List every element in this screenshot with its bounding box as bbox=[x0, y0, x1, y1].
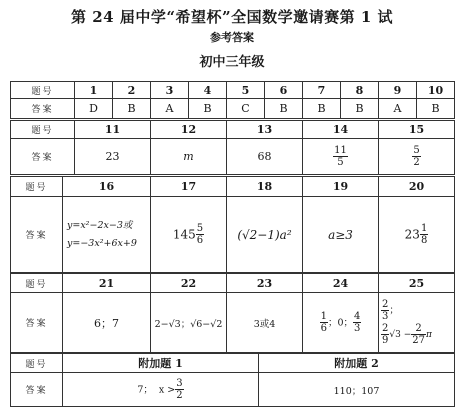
question-number: 25 bbox=[379, 274, 455, 293]
question-number-row bbox=[11, 82, 455, 99]
answer-label: 答案 bbox=[11, 139, 75, 175]
document-subtitle: 参考答案 bbox=[210, 31, 254, 44]
answer-cell: 110；107 bbox=[259, 373, 455, 407]
answer-cell: 23 $\frac{1}{8}$ bbox=[379, 197, 455, 273]
fraction: $\frac{5}{6}$ bbox=[196, 223, 204, 246]
question-number: 10 bbox=[417, 82, 455, 99]
question-number: 9 bbox=[379, 82, 417, 99]
answer-table-1-10 bbox=[10, 81, 455, 119]
answer-cell: D bbox=[75, 99, 113, 119]
question-number: 17 bbox=[151, 177, 227, 197]
answer-label: 答案 bbox=[11, 373, 63, 407]
answer-cell: B bbox=[341, 99, 379, 119]
answer-cell: B bbox=[113, 99, 151, 119]
answer-cell: 6；7 bbox=[63, 293, 151, 353]
fraction: $\frac{1}{8}$ bbox=[420, 223, 428, 246]
answer-cell: 145 $\frac{5}{6}$ bbox=[151, 197, 227, 273]
question-number: 6 bbox=[265, 82, 303, 99]
question-number: 12 bbox=[151, 121, 227, 139]
answer-label: 答案 bbox=[11, 99, 75, 119]
question-number: 3 bbox=[151, 82, 189, 99]
answer-cell: y=x²−2x−3或 y=−3x²+6x+9 bbox=[63, 197, 151, 273]
document-title: 第 24 届中学“希望杯”全国数学邀请赛第 1 试 bbox=[71, 8, 393, 26]
question-number: 15 bbox=[379, 121, 455, 139]
answer-cell: B bbox=[265, 99, 303, 119]
answer-label: 答案 bbox=[11, 293, 63, 353]
fraction: $\frac{1}{6}$ bbox=[320, 311, 327, 334]
question-number: 14 bbox=[303, 121, 379, 139]
fraction: $\frac{2}{27}$ bbox=[412, 323, 425, 346]
question-label: 题号 bbox=[11, 82, 75, 99]
question-number: 23 bbox=[227, 274, 303, 293]
answer-cell bbox=[303, 139, 379, 175]
fraction: $\frac{2}{9}$ bbox=[382, 323, 389, 346]
question-label: 题号 bbox=[11, 354, 63, 373]
answer-cell bbox=[379, 139, 455, 175]
answer-cell: 2−√3；√6−√2 bbox=[151, 293, 227, 353]
answer-table-16-20 bbox=[10, 176, 455, 273]
question-number: 20 bbox=[379, 177, 455, 197]
question-number: 21 bbox=[63, 274, 151, 293]
answer-cell: $\frac{2}{3}$ ； $\frac{2}{9}$ √3 − $\frac{2}{27}$ π bbox=[379, 293, 455, 353]
answer-table-21-25 bbox=[10, 273, 455, 353]
bonus-question-2: 附加题 2 bbox=[259, 354, 455, 373]
question-number: 1 bbox=[75, 82, 113, 99]
answer-cell: B bbox=[189, 99, 227, 119]
answer-cell: A bbox=[151, 99, 189, 119]
fraction: $\frac{4}{3}$ bbox=[354, 311, 361, 334]
answer-cell: (√2−1)a² bbox=[227, 197, 303, 273]
question-number: 24 bbox=[303, 274, 379, 293]
answer-cell: $\frac{1}{6}$ ；0； $\frac{4}{3}$ bbox=[303, 293, 379, 353]
answer-label: 答案 bbox=[11, 197, 63, 273]
answer-cell: a≥3 bbox=[303, 197, 379, 273]
question-number: 5 bbox=[227, 82, 265, 99]
answer-table-11-15 bbox=[10, 120, 455, 175]
question-label: 题号 bbox=[11, 274, 63, 293]
grade-heading: 初中三年级 bbox=[199, 55, 265, 70]
question-number: 11 bbox=[75, 121, 151, 139]
answer-cell: 3或4 bbox=[227, 293, 303, 353]
question-number: 18 bbox=[227, 177, 303, 197]
fraction: $\frac{11}{5}$ bbox=[334, 145, 347, 168]
question-number: 4 bbox=[189, 82, 227, 99]
question-label: 题号 bbox=[11, 177, 63, 197]
question-number: 8 bbox=[341, 82, 379, 99]
answer-cell: C bbox=[227, 99, 265, 119]
answer-cell: m bbox=[151, 139, 227, 175]
answer-cell: 68 bbox=[227, 139, 303, 175]
fraction: $\frac{5}{2}$ bbox=[413, 145, 420, 168]
question-label: 题号 bbox=[11, 121, 75, 139]
question-number: 19 bbox=[303, 177, 379, 197]
bonus-question-1: 附加题 1 bbox=[63, 354, 259, 373]
answer-cell: 7； x > $\frac{3}{2}$ bbox=[63, 373, 259, 407]
fraction: $\frac{3}{2}$ bbox=[176, 378, 183, 401]
answer-cell: 23 bbox=[75, 139, 151, 175]
answer-cell: A bbox=[379, 99, 417, 119]
answer-row bbox=[11, 99, 455, 119]
question-number: 22 bbox=[151, 274, 227, 293]
question-number: 7 bbox=[303, 82, 341, 99]
question-number: 16 bbox=[63, 177, 151, 197]
answer-cell: B bbox=[417, 99, 455, 119]
question-number: 2 bbox=[113, 82, 151, 99]
answer-cell: B bbox=[303, 99, 341, 119]
answer-table-bonus bbox=[10, 353, 455, 407]
fraction: $\frac{2}{3}$ bbox=[382, 298, 389, 322]
question-number: 13 bbox=[227, 121, 303, 139]
